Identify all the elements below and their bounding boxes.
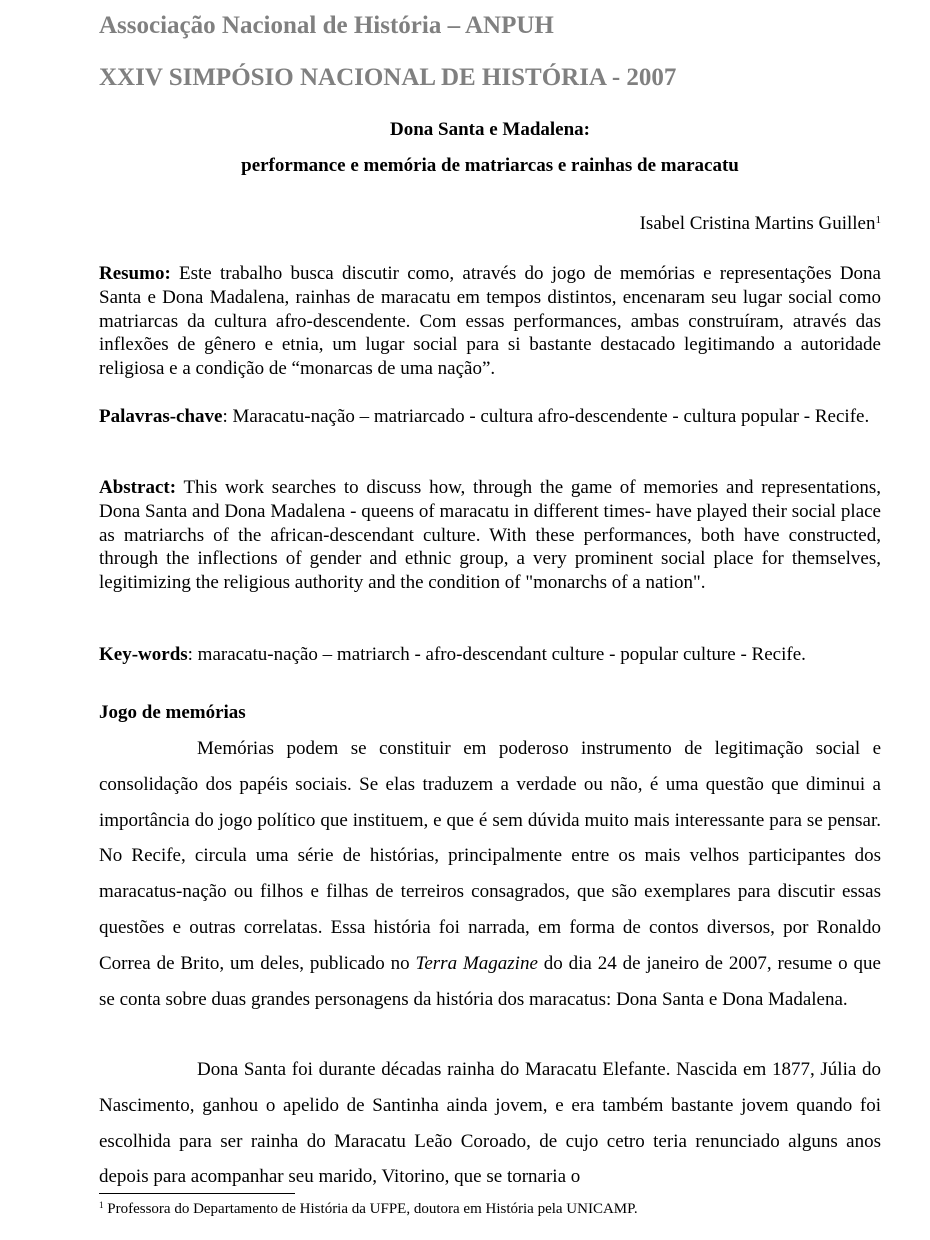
- conference-title: XXIV SIMPÓSIO NACIONAL DE HISTÓRIA - 2007: [99, 64, 677, 91]
- body-paragraph-1: [99, 731, 881, 1017]
- palavras-chave-text: : Maracatu-nação – matriarcado - cultura afro-descendente - cultura popular - Recife.: [222, 406, 870, 427]
- footnote-text: Professora do Departamento de História da UFPE, doutora em História pela UNICAMP.: [103, 1201, 638, 1217]
- footnote: [99, 1200, 638, 1218]
- footnote-mark: 1: [99, 1200, 104, 1210]
- body-p1-text-a: Memórias podem se constituir em poderoso instrumento de legitimação social e consolidação dos papéis sociais. Se elas traduzem a verdade ou não, é uma questão que diminui a importância do jogo político que instituem, e que é sem dúvida muito mais interessante para se pensar. No Recife, circula uma série de histórias, principalmente entre os mais velhos participantes dos maracatus-nação ou filhos e filhas de terreiros consagrados, que são exemplares para discutir essas questões e outras correlatas. Essa história foi narrada, em forma de contos diversos, por Ronaldo Correa de Brito, um deles, publicado no: [99, 738, 881, 974]
- body-p1-italic: Terra Magazine: [415, 952, 538, 974]
- keywords-label: Key-words: [99, 644, 188, 665]
- abstract-label: Abstract:: [99, 477, 177, 498]
- palavras-chave-paragraph: [99, 405, 881, 429]
- body-p1-text-b: do dia 24 de janeiro de 2007, resume o que se conta sobre duas grandes personagens da história dos maracatus: Dona Santa e Dona Madalena.: [99, 952, 881, 1010]
- keywords-text: : maracatu-nação – matriarch - afro-descendant culture - popular culture - Recife.: [187, 644, 806, 665]
- author-name: Isabel Cristina Martins Guillen: [639, 213, 876, 234]
- section-heading: Jogo de memórias: [99, 702, 246, 723]
- palavras-chave-label: Palavras-chave: [99, 406, 223, 427]
- resumo-text: Este trabalho busca discutir como, através do jogo de memórias e representações Dona Santa e Dona Madalena, rainhas de maracatu em tempos distintos, encenaram seu lugar social como matriarcas da cultura afro-descendente. Com essas performances, ambas construíram, através das inflexões de gênero e etnia, um lugar social para si bastante destacado legitimando a autoridade religiosa e a condição de “monarcas de uma nação”.: [99, 263, 881, 380]
- keywords-paragraph: [99, 643, 881, 667]
- body-paragraph-2: [99, 1052, 881, 1195]
- author-footnote-mark[interactable]: 1: [875, 214, 881, 226]
- resumo-label: Resumo:: [99, 263, 171, 284]
- body-p2-text: Dona Santa foi durante décadas rainha do Maracatu Elefante. Nascida em 1877, Júlia do Nascimento, ganhou o apelido de Santinha ainda jovem, e era também bastante jovem quando foi escolhida para ser rainha do Maracatu Leão Coroado, de cujo cetro teria renunciado alguns anos depois para acompanhar seu marido, Vitorino, que se tornaria o: [99, 1059, 881, 1188]
- conference-association: Associação Nacional de História – ANPUH: [99, 12, 554, 39]
- paper-subtitle: performance e memória de matriarcas e rainhas de maracatu: [241, 155, 739, 176]
- abstract-paragraph: [99, 476, 881, 595]
- resumo-paragraph: [99, 262, 881, 381]
- abstract-text: This work searches to discuss how, through the game of memories and representations, Dona Santa and Dona Madalena - queens of maracatu in different times- have played their social place as matriarchs of the african-descendant culture. With these performances, both have constructed, through the inflections of gender and ethnic group, a very prominent social place for themselves, legitimizing the religious authority and the condition of "monarchs of a nation".: [99, 477, 881, 594]
- paper-title: Dona Santa e Madalena:: [389, 119, 591, 140]
- footnote-divider: [99, 1193, 295, 1194]
- author: [640, 213, 881, 235]
